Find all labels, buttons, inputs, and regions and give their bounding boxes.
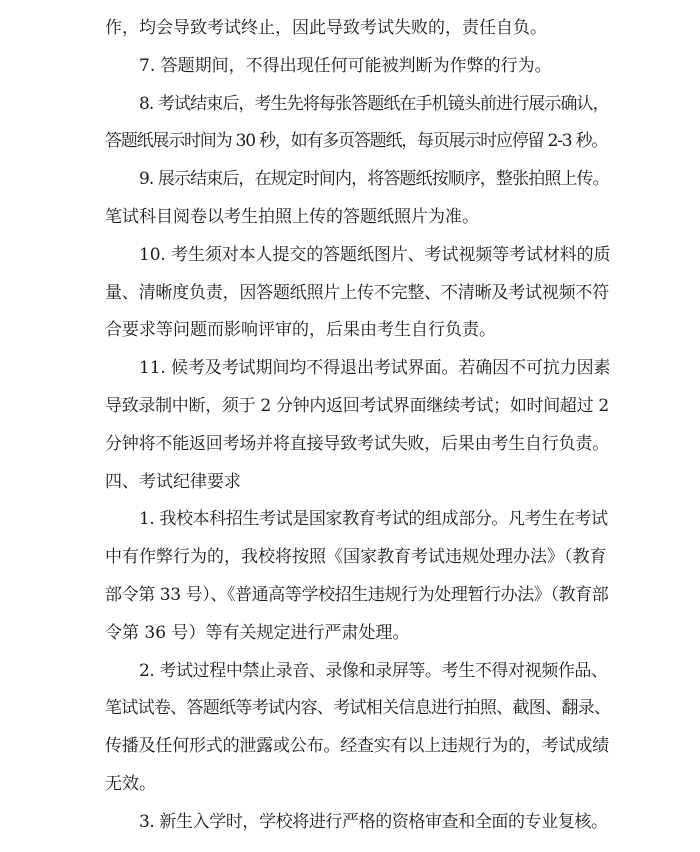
text-line: 笔试试卷、答题纸等考试内容、考试相关信息进行拍照、截图、翻录、 xyxy=(105,698,611,719)
paragraph-discipline-2 xyxy=(105,653,610,804)
text-line: 10. 考生须对本人提交的答题纸图片、考试视频等考试材料的质 xyxy=(139,244,611,265)
text-line: 传播及任何形式的泄露或公布。经查实有以上违规行为的，考试成绩 xyxy=(105,736,609,757)
document-body xyxy=(105,10,610,842)
text-line: 9. 展示结束后，在规定时间内，将答题纸按顺序，整张拍照上传。 xyxy=(139,169,609,190)
text-line: 3. 新生入学时，学校将进行严格的资格审查和全面的专业复核。 xyxy=(139,811,608,832)
text-line: 作，均会导致考试终止，因此导致考试失败的，责任自负。 xyxy=(105,18,547,38)
section-heading-discipline xyxy=(105,464,610,502)
text-line: 中有作弊行为的，我校将按照《国家教育考试违规处理办法》（教育 xyxy=(105,547,607,568)
text-line: 量、清晰度负责，因答题纸照片上传不完整、不清晰及考试视频不符 xyxy=(105,282,609,303)
paragraph-item-7 xyxy=(105,48,610,86)
text-line: 2. 考试过程中禁止录音、录像和录屏等。考生不得对视频作品、 xyxy=(139,660,608,681)
heading-text: 四、考试纪律要求 xyxy=(105,471,241,492)
text-line: 笔试科目阅卷以考生拍照上传的答题纸照片为准。 xyxy=(105,206,479,227)
text-line: 1. 我校本科招生考试是国家教育考试的组成部分。凡考生在考试 xyxy=(139,509,608,530)
paragraph-item-8 xyxy=(105,86,610,162)
text-line: 分钟将不能返回考场并将直接导致考试失败，后果由考生自行负责。 xyxy=(105,433,609,454)
text-line: 合要求等问题而影响评审的，后果由考生自行负责。 xyxy=(105,320,496,341)
text-line: 8. 考试结束后，考生先将每张答题纸在手机镜头前进行展示确认， xyxy=(139,93,609,114)
text-line: 11. 候考及考试期间均不得退出考试界面。若确因不可抗力因素 xyxy=(139,358,611,379)
paragraph-item-10 xyxy=(105,237,610,350)
text-line: 部令第 33 号）、《普通高等学校招生违规行为处理暂行办法》（教育部 xyxy=(105,584,609,605)
text-line: 导致录制中断，须于 2 分钟内返回考试界面继续考试；如时间超过 2 xyxy=(105,395,609,416)
paragraph-item-11 xyxy=(105,350,610,463)
paragraph-continuation xyxy=(105,10,610,48)
paragraph-discipline-3 xyxy=(105,804,610,842)
text-line: 答题纸展示时间为 30 秒，如有多页答题纸，每页展示时应停留 2-3 秒。 xyxy=(105,131,608,152)
text-line: 无效。 xyxy=(105,773,156,794)
text-line: 令第 36 号）等有关规定进行严肃处理。 xyxy=(105,622,410,643)
text-line: 7. 答题期间，不得出现任何可能被判断为作弊的行为。 xyxy=(139,55,552,76)
paragraph-item-9 xyxy=(105,161,610,237)
paragraph-discipline-1 xyxy=(105,501,610,652)
